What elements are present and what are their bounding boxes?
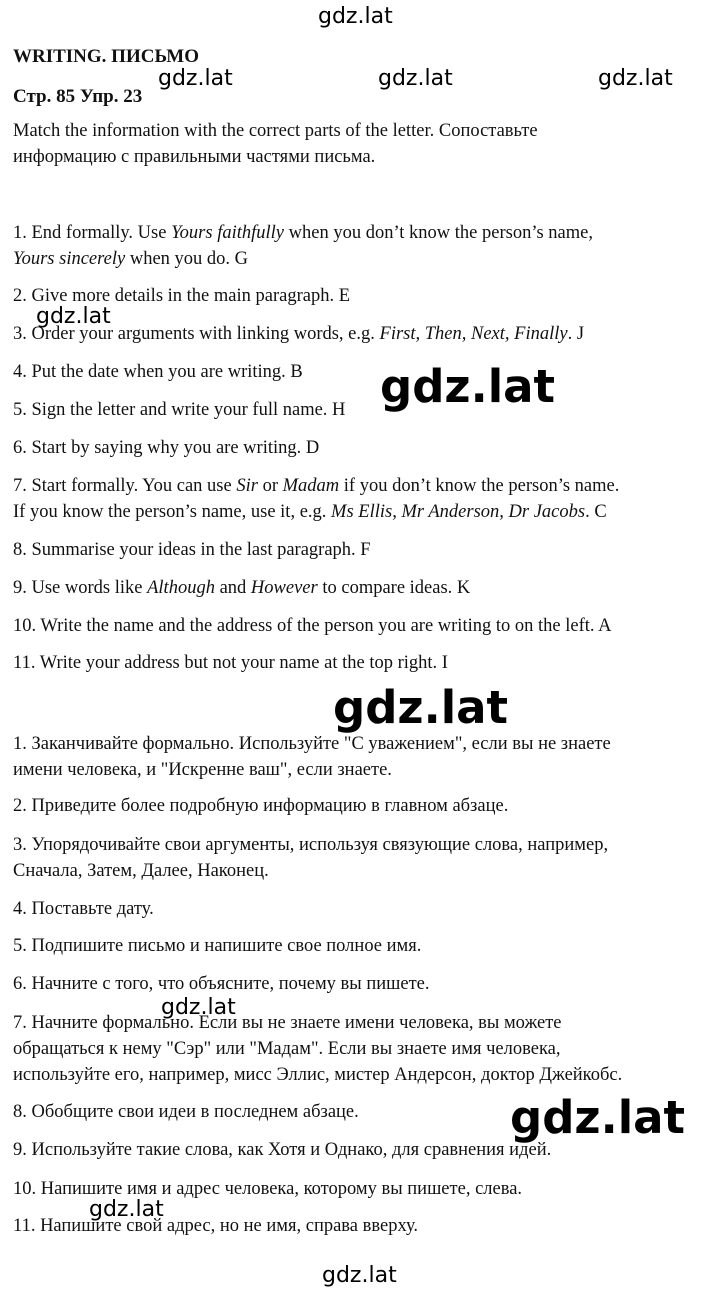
- instruction-line-1: Match the information with the correct parts of the letter. Сопоставьте: [13, 121, 538, 141]
- russian-item-4: 4. Поставьте дату.: [13, 899, 154, 919]
- russian-item-7-line-1: 7. Начните формально. Если вы не знаете имени человека, вы можете: [13, 1013, 562, 1033]
- russian-item-2: 2. Приведите более подробную информацию в главном абзаце.: [13, 796, 509, 816]
- russian-item-3-line-1: 3. Упорядочивайте свои аргументы, используя связующие слова, например,: [13, 835, 609, 855]
- watermark-large-1: gdz.lat: [380, 360, 556, 413]
- russian-item-5: 5. Подпишите письмо и напишите свое полное имя.: [13, 936, 422, 956]
- english-item-8: 8. Summarise your ideas in the last paragraph. F: [13, 540, 371, 560]
- russian-item-3-line-2: Сначала, Затем, Далее, Наконец.: [13, 861, 269, 881]
- english-item-7-line-2: If you know the person’s name, use it, e.g. Ms Ellis, Mr Anderson, Dr Jacobs. C: [13, 502, 607, 522]
- english-item-1-line-2: Yours sincerely when you do. G: [13, 249, 249, 269]
- watermark-large-3: gdz.lat: [510, 1091, 686, 1144]
- english-item-9: 9. Use words like Although and However to compare ideas. K: [13, 578, 471, 598]
- watermark-header-right: gdz.lat: [598, 66, 673, 91]
- watermark-bottom: gdz.lat: [322, 1263, 397, 1288]
- english-item-10: 10. Write the name and the address of the person you are writing to on the left. A: [13, 616, 612, 636]
- russian-item-1-line-1: 1. Заканчивайте формально. Используйте "С уважением", если вы не знаете: [13, 734, 611, 754]
- english-item-11: 11. Write your address but not your name at the top right. I: [13, 653, 448, 673]
- english-item-7-line-1: 7. Start formally. You can use Sir or Madam if you don’t know the person’s name.: [13, 476, 620, 496]
- watermark-item-11: gdz.lat: [89, 1197, 164, 1222]
- watermark-top: gdz.lat: [318, 4, 393, 29]
- exercise-label: Стр. 85 Упр. 23: [13, 86, 143, 107]
- russian-item-1-line-2: имени человека, и "Искренне ваш", если знаете.: [13, 760, 392, 780]
- watermark-item-2: gdz.lat: [36, 304, 111, 329]
- russian-item-9: 9. Используйте такие слова, как Хотя и Однако, для сравнения идей.: [13, 1140, 552, 1160]
- russian-item-8: 8. Обобщите свои идеи в последнем абзаце.: [13, 1102, 359, 1122]
- instruction-line-2: информацию с правильными частями письма.: [13, 147, 376, 167]
- english-item-5: 5. Sign the letter and write your full name. H: [13, 400, 346, 420]
- english-item-6: 6. Start by saying why you are writing. D: [13, 438, 320, 458]
- russian-item-10: 10. Напишите имя и адрес человека, которому вы пишете, слева.: [13, 1179, 523, 1199]
- watermark-large-2: gdz.lat: [333, 681, 509, 734]
- russian-item-7-line-3: используйте его, например, мисс Эллис, мистер Андерсон, доктор Джейкобс.: [13, 1065, 623, 1085]
- english-item-1-line-1: 1. End formally. Use Yours faithfully when you don’t know the person’s name,: [13, 223, 593, 243]
- russian-item-6: 6. Начните с того, что объясните, почему вы пишете.: [13, 974, 430, 994]
- page-title: WRITING. ПИСЬМО: [13, 46, 199, 67]
- watermark-header-left: gdz.lat: [158, 66, 233, 91]
- watermark-header-center: gdz.lat: [378, 66, 453, 91]
- english-item-2: 2. Give more details in the main paragraph. E: [13, 286, 351, 306]
- watermark-item-7: gdz.lat: [161, 995, 236, 1020]
- english-item-3: 3. Order your arguments with linking words, e.g. First, Then, Next, Finally. J: [13, 324, 585, 344]
- russian-item-11: 11. Напишите свой адрес, но не имя, справа вверху.: [13, 1216, 419, 1236]
- russian-item-7-line-2: обращаться к нему "Сэр" или "Мадам". Если вы знаете имя человека,: [13, 1039, 561, 1059]
- english-item-4: 4. Put the date when you are writing. B: [13, 362, 303, 382]
